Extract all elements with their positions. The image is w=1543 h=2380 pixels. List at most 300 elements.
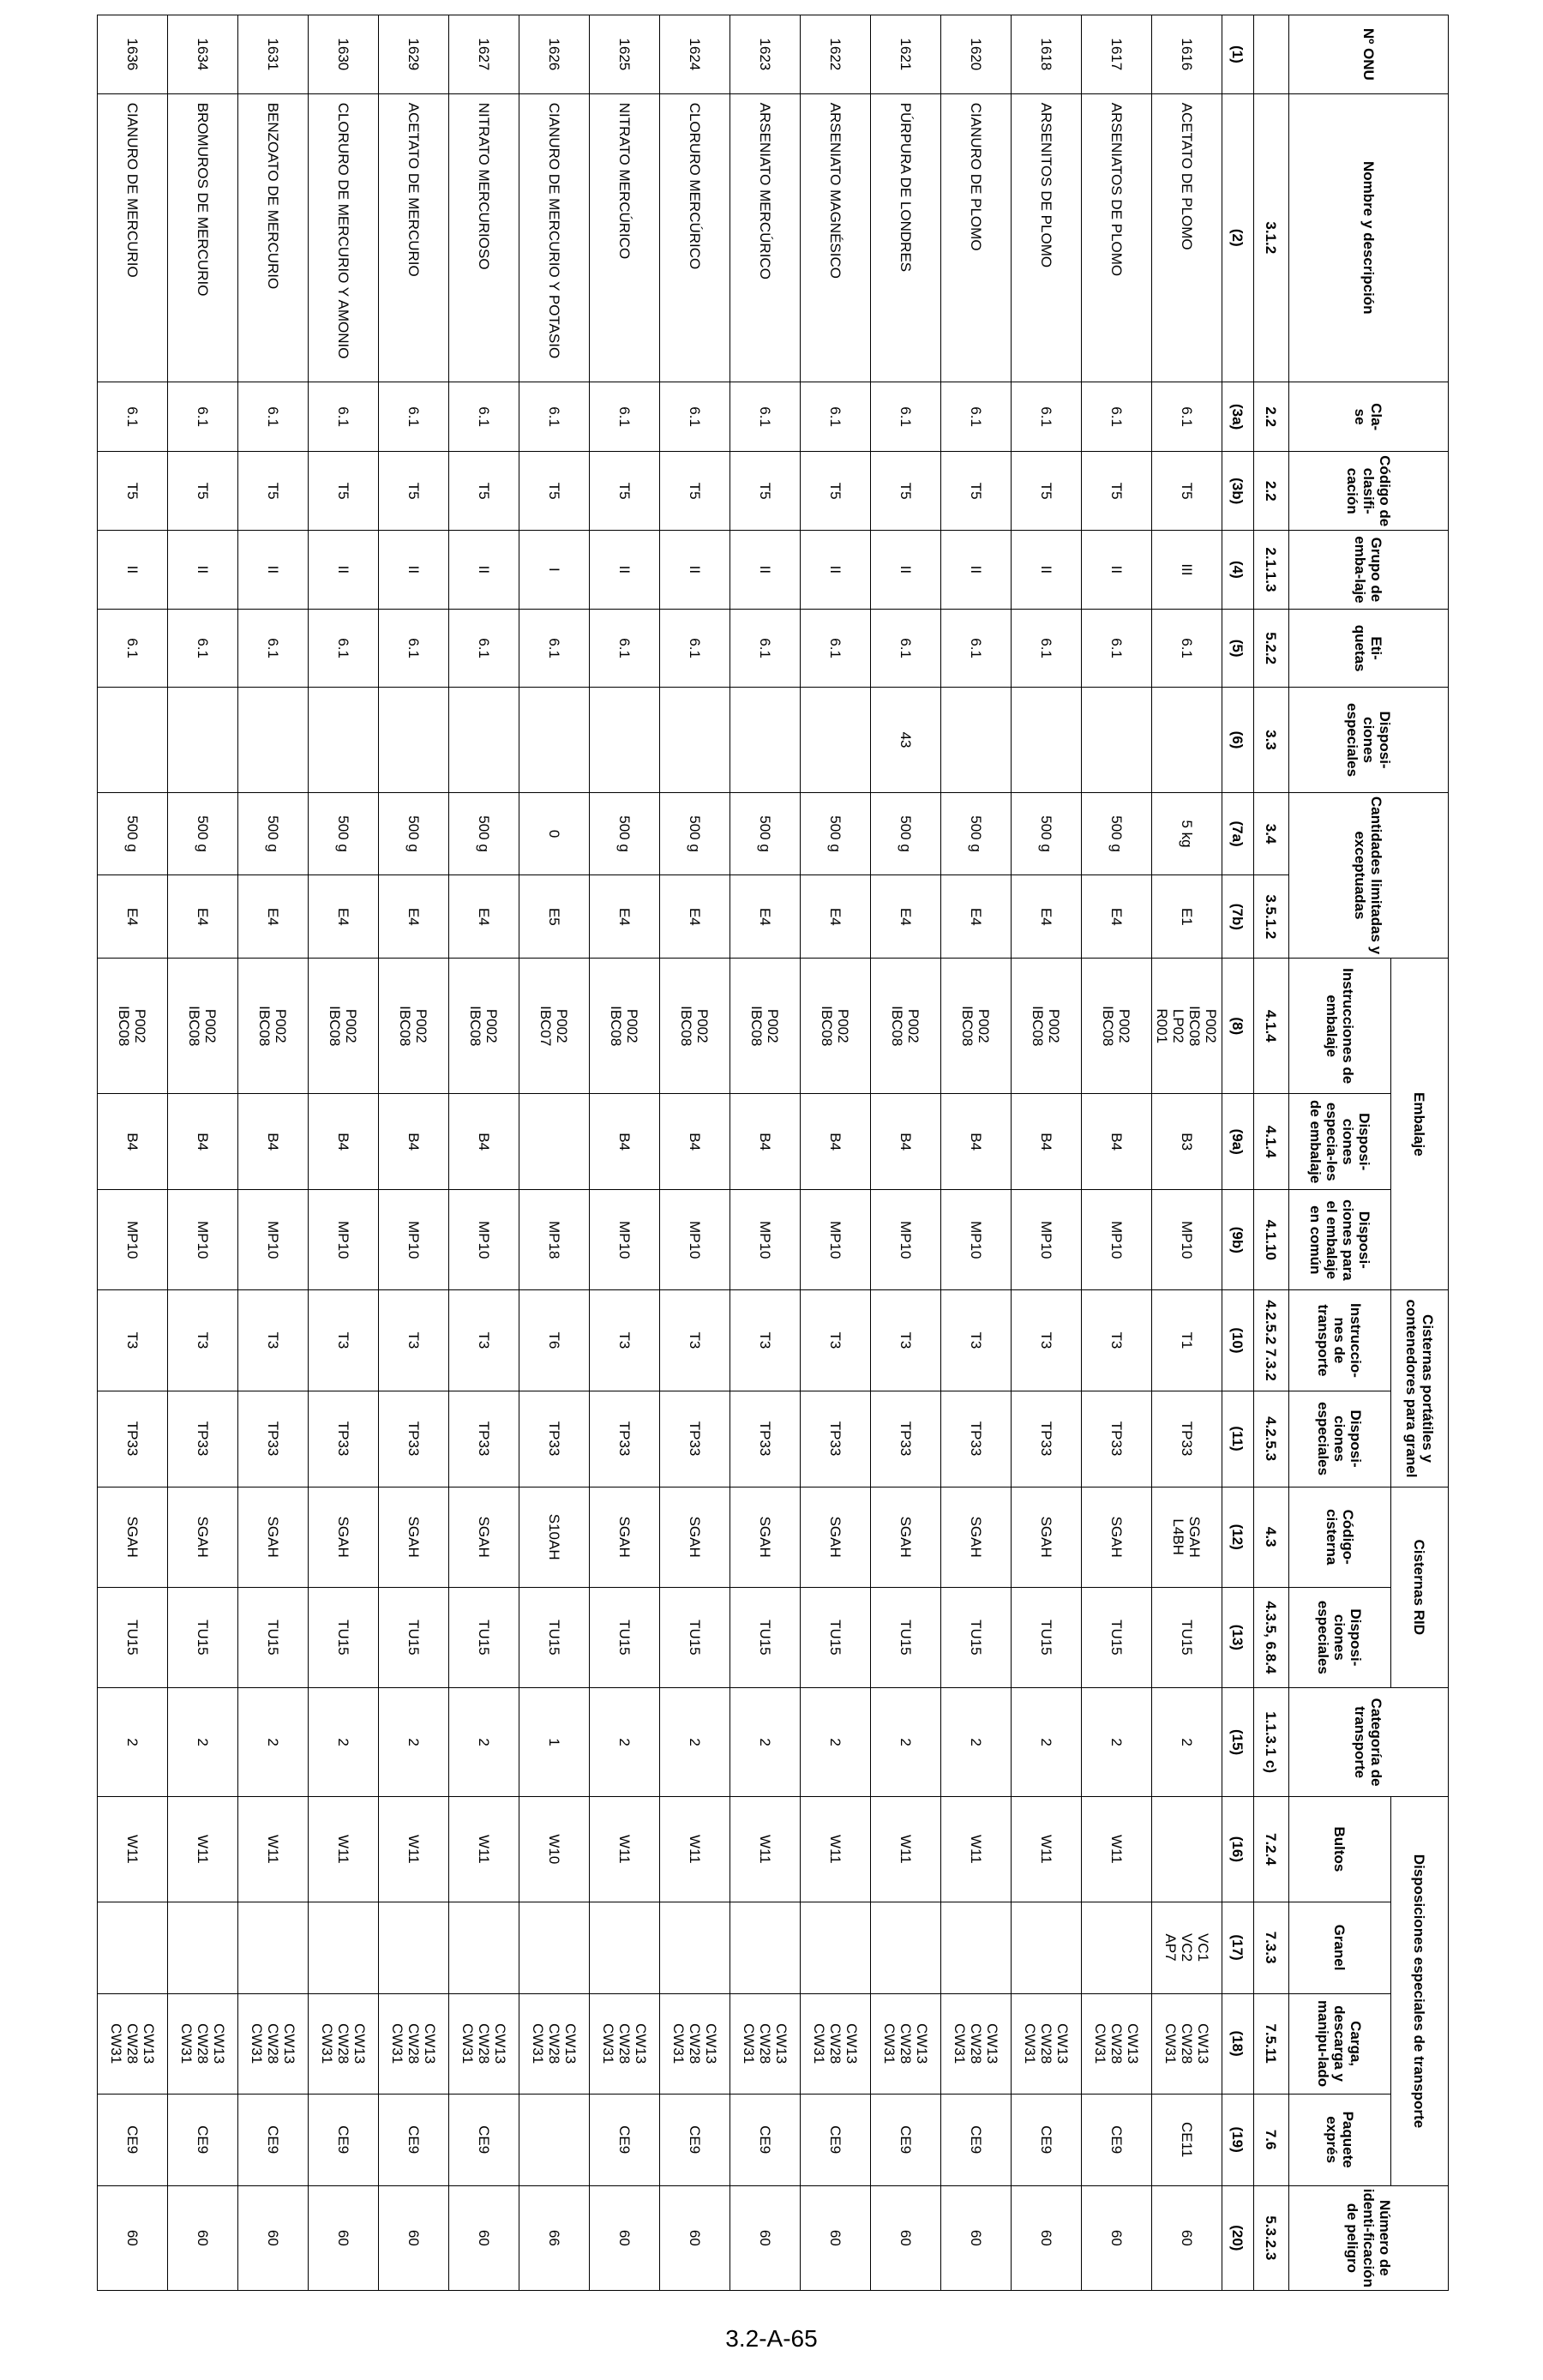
cell-tank-code: SGAH [449,1487,519,1587]
ref-cell: 7.5.11 [1254,1993,1289,2094]
cell-tank-instructions: T3 [449,1290,519,1391]
cell-limited-qty: 500 g [1082,792,1152,875]
header-transport-category: Categoría de transporte [1289,1687,1449,1796]
cell-name: ARSENITOS DE PLOMO [1012,93,1082,382]
cell-tank-instructions: T3 [1082,1290,1152,1391]
table-row [941,15,1012,2291]
cell-loading: CW13 CW28 CW31 [238,1993,309,2094]
cell-class: 6.1 [379,382,449,452]
cell-class: 6.1 [309,382,379,452]
cell-labels: 6.1 [730,609,801,688]
cell-labels: 6.1 [168,609,238,688]
cell-hazard-id: 60 [660,2185,730,2290]
cell-special-provisions [519,688,590,792]
cell-packages: W11 [801,1797,871,1902]
cell-packing-instructions: P002 IBC08 [449,959,519,1094]
cell-hazard-id: 60 [98,2185,168,2290]
cell-class-code: T5 [590,452,660,531]
cell-packages: W11 [941,1797,1012,1902]
cell-express: CE9 [1082,2094,1152,2185]
cell-hazard-id: 60 [309,2185,379,2290]
cell-excepted-qty: E4 [801,875,871,959]
table-body [98,15,1222,2291]
cell-class: 6.1 [1082,382,1152,452]
cell-tank-instructions: T3 [168,1290,238,1391]
cell-bulk [309,1902,379,1993]
col-num-cell: (9a) [1222,1094,1254,1190]
ref-cell: 3.1.2 [1254,93,1289,382]
cell-loading: CW13 CW28 CW31 [1152,1993,1222,2094]
cell-un-no: 1636 [98,15,168,94]
col-num-cell: (6) [1222,688,1254,792]
cell-rid-special: TU15 [730,1587,801,1687]
cell-bulk [660,1902,730,1993]
cell-tank-special: TP33 [309,1391,379,1487]
cell-rid-special: TU15 [379,1587,449,1687]
cell-bulk [379,1902,449,1993]
cell-tank-instructions: T3 [801,1290,871,1391]
cell-packing-group: II [238,531,309,610]
cell-class-code: T5 [1152,452,1222,531]
header-class-code: Código de clasifi-cación [1289,452,1449,531]
cell-special-provisions: 43 [871,688,941,792]
header-special-provisions: Disposi- ciones especiales [1289,688,1449,792]
cell-tank-special: TP33 [519,1391,590,1487]
cell-special-provisions [1012,688,1082,792]
cell-hazard-id: 60 [1012,2185,1082,2290]
cell-special-provisions [449,688,519,792]
cell-special-provisions [660,688,730,792]
ref-cell: 7.6 [1254,2094,1289,2185]
cell-labels: 6.1 [660,609,730,688]
table-row [1152,15,1222,2291]
cell-limited-qty: 500 g [660,792,730,875]
cell-limited-qty: 500 g [590,792,660,875]
cell-special-provisions [238,688,309,792]
cell-packing-instructions: P002 IBC08 [309,959,379,1094]
cell-packing-group: III [1152,531,1222,610]
cell-transport-category: 2 [1012,1687,1082,1796]
table-row [238,15,309,2291]
cell-special-packing: B4 [449,1094,519,1190]
cell-class: 6.1 [801,382,871,452]
cell-packing-instructions: P002 IBC08 [730,959,801,1094]
cell-class: 6.1 [871,382,941,452]
cell-hazard-id: 60 [449,2185,519,2290]
cell-labels: 6.1 [1082,609,1152,688]
cell-class-code: T5 [519,452,590,531]
cell-excepted-qty: E4 [590,875,660,959]
cell-tank-instructions: T3 [238,1290,309,1391]
cell-hazard-id: 66 [519,2185,590,2290]
cell-rid-special: TU15 [1012,1587,1082,1687]
ref-cell: 3.4 [1254,792,1289,875]
cell-labels: 6.1 [871,609,941,688]
cell-name: ARSENIATO MERCÚRICO [730,93,801,382]
cell-express: CE9 [449,2094,519,2185]
cell-class-code: T5 [238,452,309,531]
cell-special-packing: B4 [941,1094,1012,1190]
cell-packing-instructions: P002 IBC08 [941,959,1012,1094]
cell-tank-instructions: T3 [941,1290,1012,1391]
cell-tank-special: TP33 [1152,1391,1222,1487]
ref-cell: 3.3 [1254,688,1289,792]
cell-class-code: T5 [1012,452,1082,531]
cell-un-no: 1624 [660,15,730,94]
cell-express: CE9 [379,2094,449,2185]
cell-packing-group: II [871,531,941,610]
cell-class-code: T5 [168,452,238,531]
cell-express: CE9 [1012,2094,1082,2185]
col-num-cell: (5) [1222,609,1254,688]
cell-packing-group: II [168,531,238,610]
cell-tank-special: TP33 [379,1391,449,1487]
cell-mixed-packing: MP10 [941,1190,1012,1290]
cell-class-code: T5 [730,452,801,531]
cell-express: CE9 [941,2094,1012,2185]
cell-tank-code: SGAH [1082,1487,1152,1587]
cell-special-provisions [1082,688,1152,792]
dangerous-goods-table [97,15,1449,2291]
cell-class: 6.1 [1012,382,1082,452]
cell-loading: CW13 CW28 CW31 [449,1993,519,2094]
cell-packing-instructions: P002 IBC08 [1082,959,1152,1094]
cell-excepted-qty: E5 [519,875,590,959]
cell-tank-instructions: T3 [590,1290,660,1391]
cell-transport-category: 2 [238,1687,309,1796]
header-un-no: Nº ONU [1289,15,1449,94]
ref-cell: 3.5.1.2 [1254,875,1289,959]
cell-excepted-qty: E4 [730,875,801,959]
cell-limited-qty: 500 g [801,792,871,875]
cell-mixed-packing: MP10 [1012,1190,1082,1290]
cell-class: 6.1 [660,382,730,452]
cell-bulk [449,1902,519,1993]
cell-tank-code: SGAH [871,1487,941,1587]
cell-packages: W11 [98,1797,168,1902]
cell-tank-code: SGAH [168,1487,238,1587]
cell-hazard-id: 60 [871,2185,941,2290]
col-num-cell: (19) [1222,2094,1254,2185]
cell-special-provisions [941,688,1012,792]
cell-class: 6.1 [449,382,519,452]
cell-tank-code: SGAH [730,1487,801,1587]
cell-bulk [1082,1902,1152,1993]
cell-tank-code: SGAH [238,1487,309,1587]
header-packaging: Embalaje [1391,959,1449,1290]
col-num-cell: (12) [1222,1487,1254,1587]
cell-labels: 6.1 [309,609,379,688]
cell-name: CIANURO DE MERCURIO [98,93,168,382]
col-num-cell: (4) [1222,531,1254,610]
cell-special-provisions [168,688,238,792]
cell-name: NITRATO MERCURIOSO [449,93,519,382]
cell-loading: CW13 CW28 CW31 [660,1993,730,2094]
table-row [1082,15,1152,2291]
cell-express: CE11 [1152,2094,1222,2185]
header-tank-code: Código-cisterna [1289,1487,1391,1587]
cell-labels: 6.1 [801,609,871,688]
cell-un-no: 1617 [1082,15,1152,94]
ref-cell: 5.3.2.3 [1254,2185,1289,2290]
cell-limited-qty: 500 g [871,792,941,875]
col-num-cell: (7a) [1222,792,1254,875]
cell-limited-qty: 500 g [379,792,449,875]
cell-name: ARSENIATO MAGNÉSICO [801,93,871,382]
cell-limited-qty: 0 [519,792,590,875]
cell-class: 6.1 [1152,382,1222,452]
header-express: Paquete exprés [1289,2094,1391,2185]
cell-packages: W11 [238,1797,309,1902]
cell-mixed-packing: MP10 [730,1190,801,1290]
cell-packages: W11 [730,1797,801,1902]
ref-cell [1254,15,1289,94]
cell-bulk [590,1902,660,1993]
cell-packing-instructions: P002 IBC08 [238,959,309,1094]
cell-limited-qty: 500 g [941,792,1012,875]
cell-special-packing [519,1094,590,1190]
cell-tank-special: TP33 [871,1391,941,1487]
cell-class-code: T5 [98,452,168,531]
cell-class: 6.1 [590,382,660,452]
cell-loading: CW13 CW28 CW31 [1082,1993,1152,2094]
table-row [168,15,238,2291]
cell-rid-special: TU15 [801,1587,871,1687]
cell-packages: W11 [590,1797,660,1902]
cell-class: 6.1 [238,382,309,452]
cell-limited-qty: 5 kg [1152,792,1222,875]
cell-bulk [168,1902,238,1993]
cell-mixed-packing: MP10 [590,1190,660,1290]
cell-rid-special: TU15 [871,1587,941,1687]
ref-cell: 2.1.1.3 [1254,531,1289,610]
cell-un-no: 1631 [238,15,309,94]
cell-express: CE9 [590,2094,660,2185]
cell-name: BROMUROS DE MERCURIO [168,93,238,382]
cell-name: NITRATO MERCÚRICO [590,93,660,382]
col-num-cell: (2) [1222,93,1254,382]
cell-tank-code: SGAH [590,1487,660,1587]
cell-limited-qty: 500 g [168,792,238,875]
cell-rid-special: TU15 [590,1587,660,1687]
cell-limited-qty: 500 g [1012,792,1082,875]
table-row [660,15,730,2291]
cell-limited-qty: 500 g [730,792,801,875]
cell-special-provisions [730,688,801,792]
cell-mixed-packing: MP10 [871,1190,941,1290]
cell-transport-category: 2 [379,1687,449,1796]
cell-tank-special: TP33 [801,1391,871,1487]
table-row [730,15,801,2291]
col-num-cell: (15) [1222,1687,1254,1796]
cell-special-packing: B4 [168,1094,238,1190]
cell-class-code: T5 [449,452,519,531]
cell-un-no: 1634 [168,15,238,94]
cell-excepted-qty: E4 [871,875,941,959]
cell-packing-group: II [98,531,168,610]
cell-special-packing: B4 [1012,1094,1082,1190]
table-row [449,15,519,2291]
cell-mixed-packing: MP10 [1152,1190,1222,1290]
table-row [98,15,168,2291]
cell-transport-category: 2 [871,1687,941,1796]
cell-class-code: T5 [801,452,871,531]
cell-name: CLORURO MERCÚRICO [660,93,730,382]
cell-special-packing: B4 [660,1094,730,1190]
cell-name: CIANURO DE MERCURIO Y POTASIO [519,93,590,382]
cell-packages: W11 [168,1797,238,1902]
cell-packages: W11 [379,1797,449,1902]
cell-class: 6.1 [168,382,238,452]
cell-loading: CW13 CW28 CW31 [309,1993,379,2094]
cell-express: CE9 [238,2094,309,2185]
cell-tank-instructions: T3 [309,1290,379,1391]
header-name: Nombre y descripción [1289,93,1449,382]
cell-tank-special: TP33 [1082,1391,1152,1487]
reference-row [1254,15,1289,2291]
cell-express: CE9 [98,2094,168,2185]
col-num-cell: (1) [1222,15,1254,94]
cell-excepted-qty: E4 [238,875,309,959]
ref-cell: 4.3.5, 6.8.4 [1254,1587,1289,1687]
cell-mixed-packing: MP18 [519,1190,590,1290]
cell-loading: CW13 CW28 CW31 [941,1993,1012,2094]
header-packages: Bultos [1289,1797,1391,1902]
table-row [519,15,590,2291]
ref-cell: 4.1.10 [1254,1190,1289,1290]
cell-hazard-id: 60 [238,2185,309,2290]
header-rid-tanks: Cisternas RID [1391,1487,1449,1687]
cell-loading: CW13 CW28 CW31 [168,1993,238,2094]
cell-mixed-packing: MP10 [660,1190,730,1290]
cell-tank-code: SGAH [941,1487,1012,1587]
cell-labels: 6.1 [1152,609,1222,688]
cell-special-packing: B4 [238,1094,309,1190]
cell-class-code: T5 [1082,452,1152,531]
cell-excepted-qty: E4 [449,875,519,959]
header-packing-group: Grupo de emba-laje [1289,531,1449,610]
cell-packing-instructions: P002 IBC07 [519,959,590,1094]
cell-special-provisions [379,688,449,792]
cell-excepted-qty: E1 [1152,875,1222,959]
header-tank-special: Disposi-ciones especiales [1289,1391,1391,1487]
cell-tank-special: TP33 [660,1391,730,1487]
cell-packing-group: I [519,531,590,610]
cell-transport-category: 2 [941,1687,1012,1796]
cell-packing-instructions: P002 IBC08 [379,959,449,1094]
header-limited-excepted: Cantidades limitadas y exceptuadas [1289,792,1449,959]
cell-packing-instructions: P002 IBC08 [590,959,660,1094]
cell-name: ARSENIATOS DE PLOMO [1082,93,1152,382]
cell-packages: W11 [309,1797,379,1902]
cell-tank-special: TP33 [730,1391,801,1487]
header-bulk: Granel [1289,1902,1391,1993]
cell-rid-special: TU15 [98,1587,168,1687]
header-portable-tanks: Cisternas portátiles y contenedores para granel [1391,1290,1449,1487]
cell-transport-category: 2 [660,1687,730,1796]
page-number: 3.2-A-65 [725,2325,818,2352]
cell-mixed-packing: MP10 [379,1190,449,1290]
cell-rid-special: TU15 [1082,1587,1152,1687]
cell-express: CE9 [871,2094,941,2185]
cell-special-packing: B4 [309,1094,379,1190]
table-row [1012,15,1082,2291]
cell-packages: W11 [449,1797,519,1902]
cell-express: CE9 [309,2094,379,2185]
cell-name: CIANURO DE PLOMO [941,93,1012,382]
cell-labels: 6.1 [449,609,519,688]
header-rid-special: Disposi-ciones especiales [1289,1587,1391,1687]
cell-excepted-qty: E4 [941,875,1012,959]
cell-rid-special: TU15 [1152,1587,1222,1687]
cell-packing-group: II [309,531,379,610]
column-number-row [1222,15,1254,2291]
cell-tank-special: TP33 [1012,1391,1082,1487]
col-num-cell: (20) [1222,2185,1254,2290]
cell-rid-special: TU15 [309,1587,379,1687]
cell-mixed-packing: MP10 [449,1190,519,1290]
cell-special-packing: B4 [590,1094,660,1190]
cell-tank-instructions: T3 [379,1290,449,1391]
cell-tank-code: SGAH [801,1487,871,1587]
cell-loading: CW13 CW28 CW31 [871,1993,941,2094]
cell-labels: 6.1 [1012,609,1082,688]
cell-loading: CW13 CW28 CW31 [379,1993,449,2094]
cell-transport-category: 2 [1082,1687,1152,1796]
header-special-transport: Disposiciones especiales de transporte [1391,1797,1449,2185]
cell-loading: CW13 CW28 CW31 [730,1993,801,2094]
cell-packing-group: II [801,531,871,610]
cell-excepted-qty: E4 [379,875,449,959]
col-num-cell: (13) [1222,1587,1254,1687]
cell-special-packing: B4 [379,1094,449,1190]
cell-tank-code: SGAH [98,1487,168,1587]
cell-loading: CW13 CW28 CW31 [519,1993,590,2094]
col-num-cell: (9b) [1222,1190,1254,1290]
header-special-packing: Disposi-ciones especia-les de embalaje [1289,1094,1391,1190]
cell-tank-instructions: T1 [1152,1290,1222,1391]
cell-tank-special: TP33 [98,1391,168,1487]
cell-tank-special: TP33 [941,1391,1012,1487]
col-num-cell: (11) [1222,1391,1254,1487]
cell-bulk [1012,1902,1082,1993]
cell-tank-code: SGAH [309,1487,379,1587]
cell-packing-group: II [1012,531,1082,610]
cell-class-code: T5 [941,452,1012,531]
cell-tank-code: SGAH L4BH [1152,1487,1222,1587]
cell-special-provisions [801,688,871,792]
cell-tank-code: S10AH [519,1487,590,1587]
cell-special-packing: B4 [801,1094,871,1190]
header-labels: Eti- quetas [1289,609,1449,688]
cell-un-no: 1625 [590,15,660,94]
cell-packages: W11 [871,1797,941,1902]
cell-special-provisions [590,688,660,792]
cell-hazard-id: 60 [590,2185,660,2290]
cell-packages: W11 [660,1797,730,1902]
ref-cell: 2.2 [1254,452,1289,531]
cell-hazard-id: 60 [1082,2185,1152,2290]
cell-transport-category: 2 [1152,1687,1222,1796]
cell-special-packing: B3 [1152,1094,1222,1190]
cell-tank-instructions: T3 [1012,1290,1082,1391]
cell-special-provisions [1152,688,1222,792]
cell-tank-instructions: T3 [871,1290,941,1391]
cell-limited-qty: 500 g [449,792,519,875]
cell-packing-group: II [941,531,1012,610]
col-num-cell: (18) [1222,1993,1254,2094]
table-row [309,15,379,2291]
